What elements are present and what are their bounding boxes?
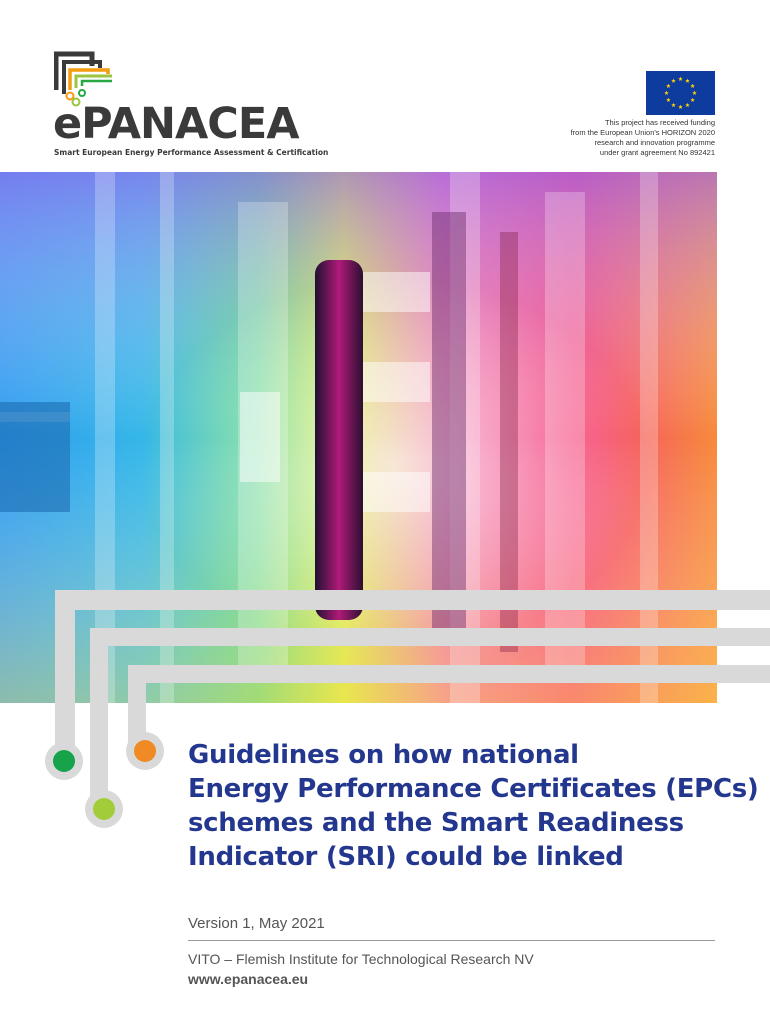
title-line: Energy Performance Certificates (EPCs) — [188, 774, 759, 804]
funding-line: This project has received funding — [604, 118, 715, 127]
website-link[interactable]: www.epanacea.eu — [188, 971, 309, 987]
funding-line: under grant agreement No 892421 — [599, 148, 715, 157]
eu-flag-icon — [646, 71, 715, 115]
organization-name: VITO – Flemish Institute for Technological Research NV — [188, 951, 534, 967]
document-title — [188, 738, 759, 874]
title-line: schemes and the Smart Readiness — [188, 808, 684, 838]
funding-line: research and innovation programme — [594, 138, 715, 147]
funding-notice — [555, 118, 715, 158]
title-line: Guidelines on how national — [188, 740, 579, 770]
title-line: Indicator (SRI) could be linked — [188, 842, 624, 872]
brand-tagline: Smart European Energy Performance Assessment & Certification — [54, 148, 329, 157]
brand-name: ePANACEA — [53, 99, 299, 149]
funding-line: from the European Union's HORIZON 2020 — [570, 128, 715, 137]
version-date: Version 1, May 2021 — [188, 915, 325, 932]
divider — [188, 940, 715, 941]
